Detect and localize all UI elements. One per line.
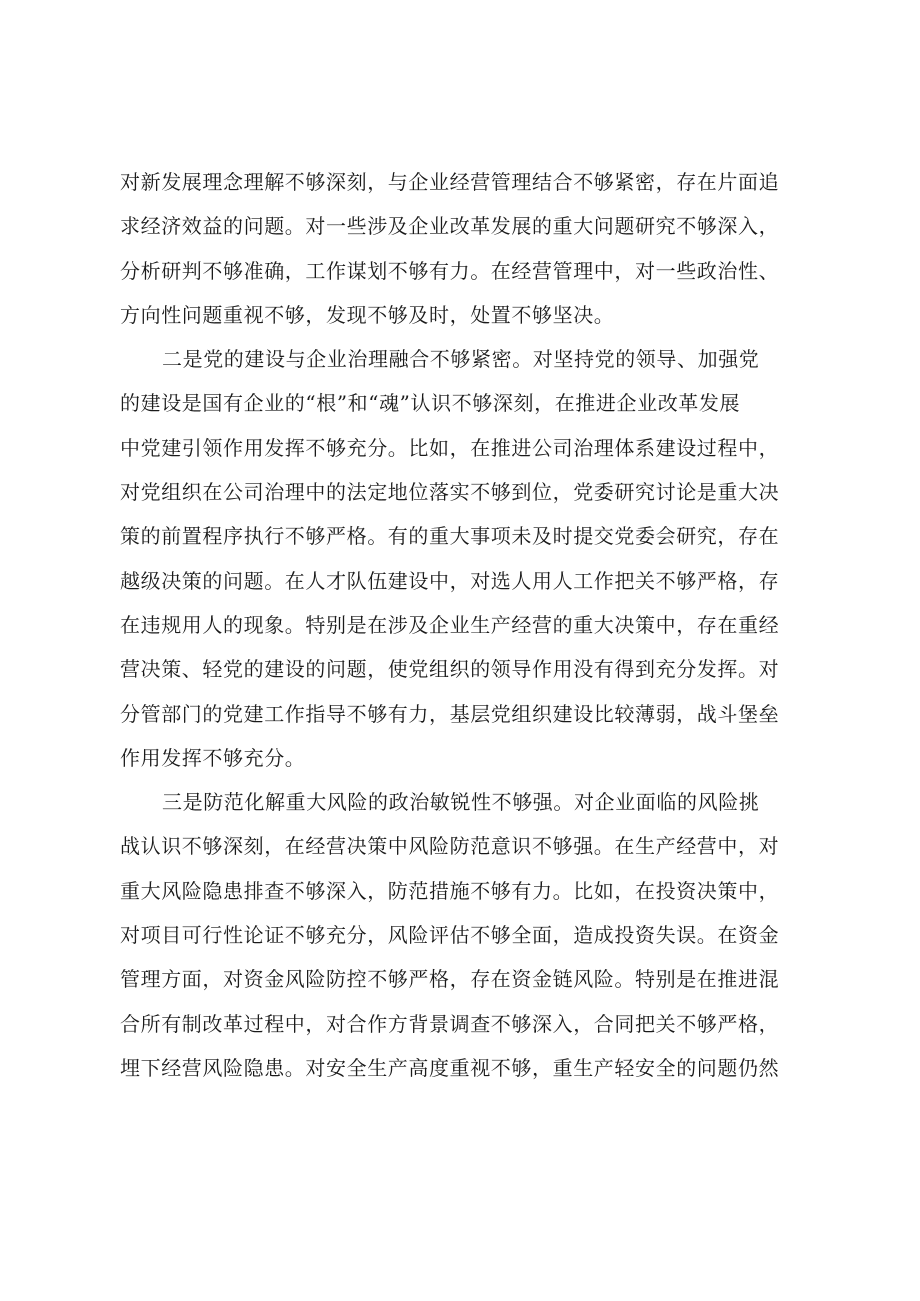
text-line: 分析研判不够准确，工作谋划不够有力。在经营管理中，对一些政治性、 (120, 258, 780, 283)
text-line: 中党建引领作用发挥不够充分。比如，在推进公司治理体系建设过程中， (120, 435, 780, 460)
text-line: 越级决策的问题。在人才队伍建设中，对选人用人工作把关不够严格，存 (120, 568, 780, 593)
text-line: 分管部门的党建工作指导不够有力，基层党组织建设比较薄弱，战斗堡垒 (120, 701, 780, 726)
text-line: 方向性问题重视不够，发现不够及时，处置不够坚决。 (120, 302, 615, 327)
text-line: 管理方面，对资金风险防控不够严格，存在资金链风险。特别是在推进混 (120, 967, 780, 992)
text-line: 埋下经营风险隐患。对安全生产高度重视不够，重生产轻安全的问题仍然 (120, 1055, 780, 1080)
text-line: 战认识不够深刻，在经营决策中风险防范意识不够强。在生产经营中，对 (120, 834, 780, 859)
text-line: 在违规用人的现象。特别是在涉及企业生产经营的重大决策中，存在重经 (120, 612, 780, 637)
paragraph-2 (120, 337, 820, 780)
document-body (120, 160, 820, 1090)
text-line: 的建设是国有企业的“根”和“魂”认识不够深刻，在推进企业改革发展 (120, 391, 741, 416)
text-line: 对党组织在公司治理中的法定地位落实不够到位，党委研究讨论是重大决 (120, 480, 780, 505)
text-line: 重大风险隐患排查不够深入，防范措施不够有力。比如，在投资决策中， (120, 878, 780, 903)
text-line: 求经济效益的问题。对一些涉及企业改革发展的重大问题研究不够深入， (120, 214, 780, 239)
text-line: 对新发展理念理解不够深刻，与企业经营管理结合不够紧密，存在片面追 (120, 170, 780, 194)
text-line: 三是防范化解重大风险的政治敏锐性不够强。对企业面临的风险挑 (162, 790, 760, 815)
paragraph-1 (120, 160, 820, 337)
text-line: 对项目可行性论证不够充分，风险评估不够全面，造成投资失误。在资金 (120, 923, 780, 948)
text-line: 策的前置程序执行不够严格。有的重大事项未及时提交党委会研究，存在 (120, 524, 780, 549)
text-line: 作用发挥不够充分。 (120, 745, 306, 770)
paragraph-3 (120, 780, 820, 1090)
text-line: 合所有制改革过程中，对合作方背景调查不够深入，合同把关不够严格， (120, 1011, 780, 1036)
text-line: 营决策、轻党的建设的问题，使党组织的领导作用没有得到充分发挥。对 (120, 657, 780, 682)
text-line: 二是党的建设与企业治理融合不够紧密。对坚持党的领导、加强党 (162, 347, 760, 372)
